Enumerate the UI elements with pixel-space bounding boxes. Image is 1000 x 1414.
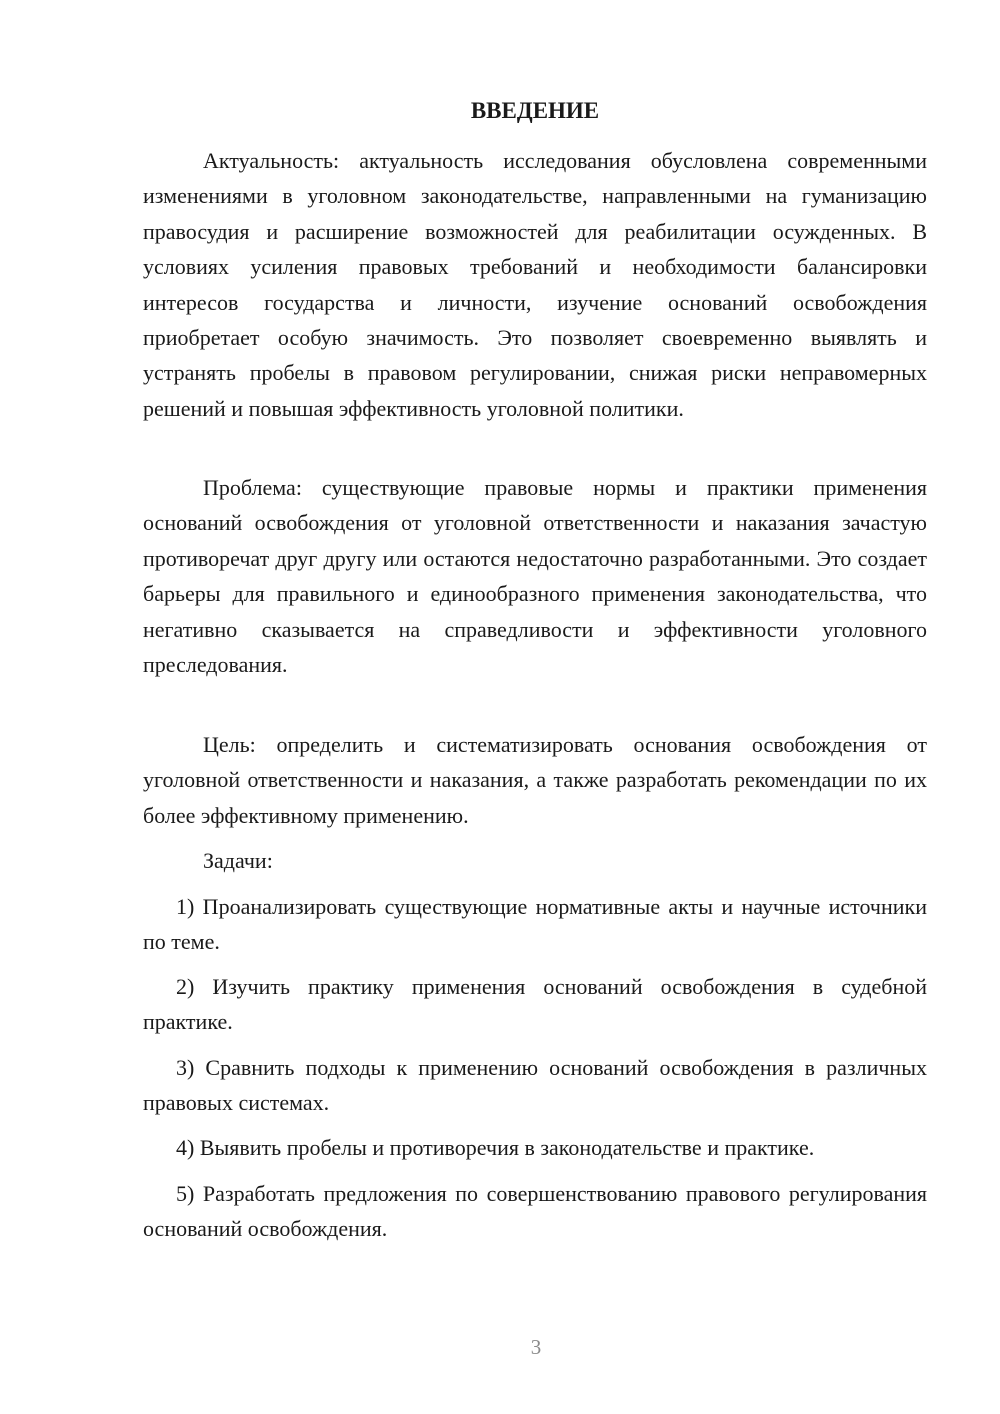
task-item-1: 1) Проанализировать существующие нормативные акты и научные источники по теме.	[143, 894, 927, 955]
task-item-5: 5) Разработать предложения по совершенствованию правового регулирования оснований освобождения.	[143, 1181, 927, 1242]
tasks-label: Задачи:	[203, 848, 273, 873]
goal-paragraph: Цель: определить и систематизировать основания освобождения от уголовной ответственности и наказания, а также разработать рекомендации по их более эффективному применению.	[143, 732, 927, 828]
problem-paragraph: Проблема: существующие правовые нормы и практики применения оснований освобождения от уголовной ответственности и наказания зачастую противоречат друг другу или остаются недостаточно разработанными. Это создает барьеры для правильного и единообразного применения законодательства, что негативно сказывается на справедливости и эффективности уголовного преследования.	[143, 475, 927, 678]
page-title: ВВЕДЕНИЕ	[470, 98, 600, 123]
relevance-paragraph: Актуальность: актуальность исследования обусловлена современными изменениями в уголовном законодательстве, направленными на гуманизацию правосудия и расширение возможностей для реабилитации осужденных. В условиях усиления правовых требований и необходимости балансировки интересов государства и личности, изучение оснований освобождения приобретает особую значимость. Это позволяет своевременно выявлять и устранять пробелы в правовом регулировании, снижая риски неправомерных решений и повышая эффективность уголовной политики.	[143, 148, 927, 421]
task-item-2: 2) Изучить практику применения оснований освобождения в судебной практике.	[143, 974, 927, 1035]
page-number: 3	[530, 1335, 542, 1359]
task-item-3: 3) Сравнить подходы к применению оснований освобождения в различных правовых системах.	[143, 1055, 927, 1116]
task-item-4: 4) Выявить пробелы и противоречия в законодательстве и практике.	[176, 1135, 815, 1160]
